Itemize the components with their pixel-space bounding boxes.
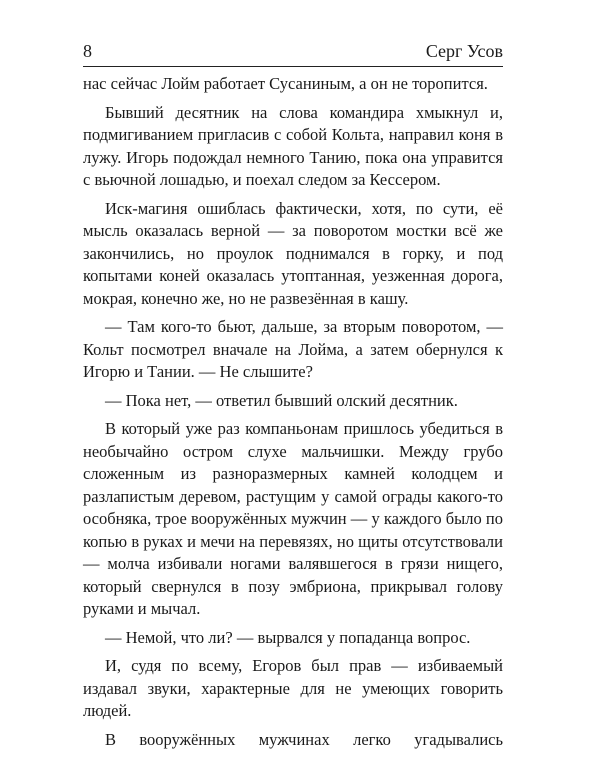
running-header xyxy=(83,40,503,67)
running-title: Серг Усов xyxy=(425,41,503,61)
paragraph: — Пока нет, — ответил бывший олский десятник. xyxy=(105,390,458,410)
paragraph: Бывший десятник на слова командира хмыкнул и, подмигиванием пригласив с собой Кольта, направил коня в лужу. Игорь подождал немного Танию, пока она управится с вьючной лошадью, и поехал следом за Кессером. xyxy=(83,102,503,189)
page-number: 8 xyxy=(83,41,92,61)
paragraph: — Там кого-то бьют, дальше, за вторым поворотом, — Кольт посмотрел вначале на Лойма, а затем обернулся к Игорю и Тании. — Не слышите? xyxy=(83,317,503,381)
book-page xyxy=(83,40,503,757)
paragraph: В вооружённых мужчинах легко угадывались xyxy=(105,729,503,749)
paragraph: И, судя по всему, Егоров был прав — избиваемый издавал звуки, характерные для не умеющих говорить людей. xyxy=(83,656,503,720)
paragraph: нас сейчас Лойм работает Сусаниным, а он не торопится. xyxy=(83,74,488,93)
paragraph: Иск-магиня ошиблась фактически, хотя, по сути, её мысль оказалась верной — за поворотом мостки всё же закончились, но проулок поднимался в горку, и под копытами коней оказалась утоптанная, уезженная дорога, мокрая, конечно же, но не развезённая в кашу. xyxy=(83,198,503,308)
paragraph: В который уже раз компаньонам пришлось убедиться в необычайно остром слухе мальчишки. Между грубо сложенным из разноразмерных камней колодцем и разлапистым деревом, растущим у самой ограды какого-то особняка, трое вооружённых мужчин — у каждого было по копью в руках и мечи на перевязях, но щиты отсутствовали — молча избивали ногами валявшегося в грязи нищего, который свернулся в позу эмбриона, прикрывал голову руками и мычал. xyxy=(83,419,503,618)
paragraph: — Немой, что ли? — вырвался у попаданца вопрос. xyxy=(105,627,471,647)
body-text xyxy=(83,73,503,751)
